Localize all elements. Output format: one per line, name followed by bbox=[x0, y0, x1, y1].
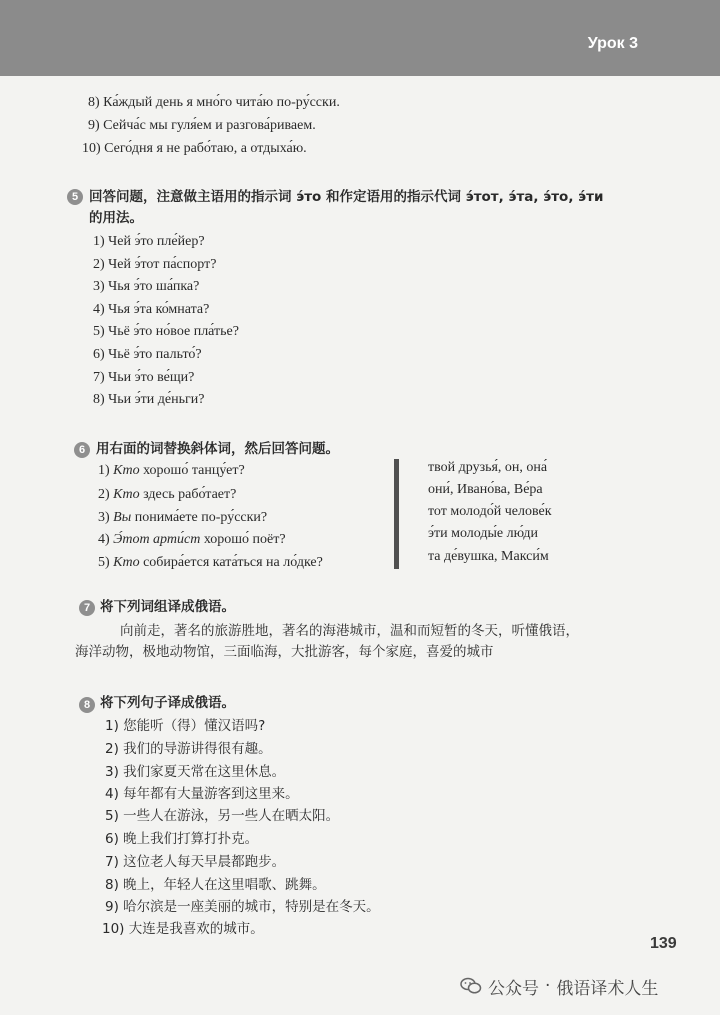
substitute-item: твой друзья́, он, она́ bbox=[428, 460, 548, 475]
list-item: 9) 哈尔滨是一座美丽的城市，特别是在冬天。 bbox=[105, 899, 380, 915]
question-item: 3) Вы понима́ете по-ру́сски? bbox=[98, 510, 268, 525]
continued-item: 10) Сего́дня я не рабо́таю, а отдыха́ю. bbox=[82, 141, 307, 156]
list-item: 4) Чья э́та ко́мната? bbox=[93, 302, 210, 317]
exercise-6-badge: 6 bbox=[74, 442, 90, 458]
exercise-5-instruction: 回答问题，注意做主语用的指示词 э́то 和作定语用的指示代词 э́тот, э́та, э́то, э́ти bbox=[89, 189, 604, 205]
exercise-7-phrases-line2: 海洋动物，极地动物馆，三面临海，大批游客，每个家庭，喜爱的城市 bbox=[75, 644, 494, 660]
list-item: 10) 大连是我喜欢的城市。 bbox=[102, 921, 264, 937]
list-item: 1) Чей э́то пле́йер? bbox=[93, 234, 205, 249]
list-item: 6) 晚上我们打算打扑克。 bbox=[105, 831, 259, 847]
list-item: 2) Чей э́тот па́спорт? bbox=[93, 257, 217, 272]
list-item: 5) 一些人在游泳，另一些人在晒太阳。 bbox=[105, 808, 340, 824]
exercise-7-instruction: 将下列词组译成俄语。 bbox=[100, 599, 235, 615]
list-item: 6) Чьё э́то пальто́? bbox=[93, 347, 202, 362]
continued-item: 9) Сейча́с мы гуля́ем и разгова́риваем. bbox=[88, 118, 316, 133]
substitution-divider bbox=[394, 459, 399, 569]
page-number: 139 bbox=[650, 935, 677, 952]
wechat-icon bbox=[460, 977, 482, 995]
exercise-8-badge: 8 bbox=[79, 697, 95, 713]
question-item: 4) Э́тот арти́ст хорошо́ поёт? bbox=[98, 532, 286, 547]
list-item: 4) 每年都有大量游客到这里来。 bbox=[105, 786, 299, 802]
watermark: 公众号 · 俄语译术人生 bbox=[460, 975, 658, 997]
question-item: 1) Кто хорошо́ танцу́ет? bbox=[98, 463, 245, 478]
exercise-6-instruction: 用右面的词替换斜体词，然后回答问题。 bbox=[96, 441, 339, 457]
substitute-item: тот молодо́й челове́к bbox=[428, 504, 552, 519]
question-item: 2) Кто здесь рабо́тает? bbox=[98, 487, 237, 502]
exercise-8-instruction: 将下列句子译成俄语。 bbox=[100, 695, 235, 711]
substitute-item: та де́вушка, Макси́м bbox=[428, 549, 549, 564]
list-item: 8) 晚上，年轻人在这里唱歌、跳舞。 bbox=[105, 877, 326, 893]
list-item: 7) Чьи э́то ве́щи? bbox=[93, 370, 195, 385]
continued-item: 8) Ка́ждый день я мно́го чита́ю по-ру́сски. bbox=[88, 95, 340, 110]
exercise-5-badge: 5 bbox=[67, 189, 83, 205]
list-item: 5) Чьё э́то но́вое пла́тье? bbox=[93, 324, 239, 339]
list-item: 2) 我们的导游讲得很有趣。 bbox=[105, 741, 272, 757]
list-item: 3) Чья э́то ша́пка? bbox=[93, 279, 200, 294]
lesson-title: Урок 3 bbox=[587, 35, 638, 52]
substitute-item: э́ти молоды́е лю́ди bbox=[428, 526, 538, 541]
page-header-bar bbox=[0, 0, 720, 76]
exercise-7-badge: 7 bbox=[79, 600, 95, 616]
exercise-7-phrases-line1: 向前走，著名的旅游胜地，著名的海港城市，温和而短暂的冬天，听懂俄语， bbox=[120, 623, 579, 639]
list-item: 3) 我们家夏天常在这里休息。 bbox=[105, 764, 286, 780]
substitute-item: они́, Ивано́ва, Ве́ра bbox=[428, 482, 543, 497]
list-item: 8) Чьи э́ти де́ньги? bbox=[93, 392, 205, 407]
exercise-5-instruction-cont: 的用法。 bbox=[89, 210, 143, 226]
question-item: 5) Кто собира́ется ката́ться на ло́дке? bbox=[98, 555, 323, 570]
list-item: 7) 这位老人每天早晨都跑步。 bbox=[105, 854, 286, 870]
list-item: 1) 您能听（得）懂汉语吗? bbox=[105, 718, 266, 734]
